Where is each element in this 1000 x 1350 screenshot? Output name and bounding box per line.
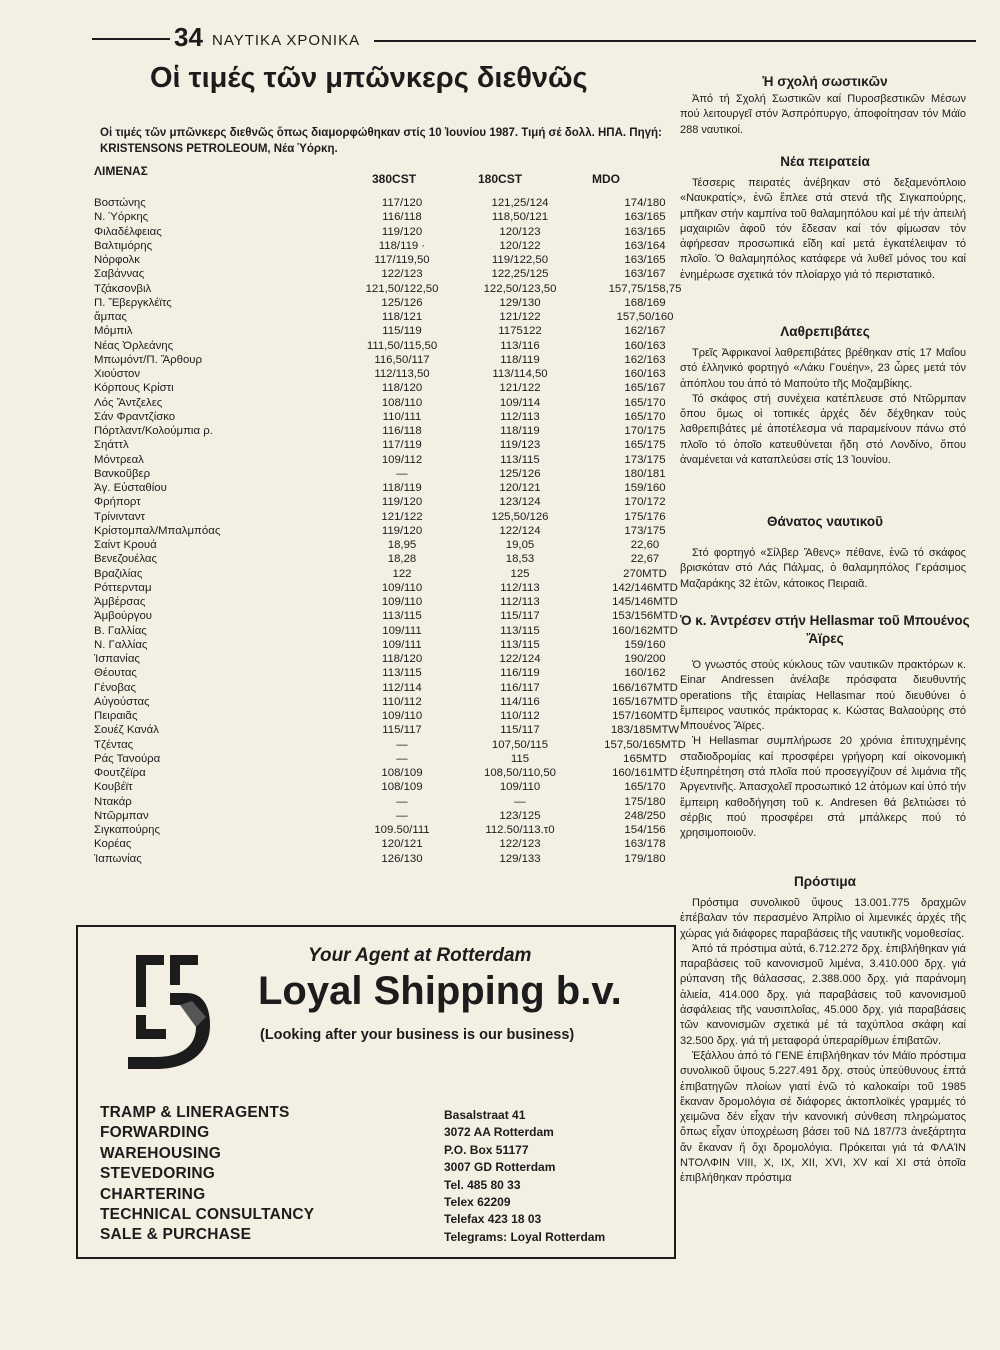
table-row [92, 239, 692, 253]
ad-service-item: STEVEDORING [100, 1165, 216, 1183]
page-number: 34 [174, 22, 203, 52]
table-row [92, 510, 692, 524]
price-180cst: 107,50/115 [491, 738, 549, 751]
price-mdo: 160/163 [624, 368, 666, 380]
port-name: Σουέζ Κανάλ [94, 724, 159, 737]
port-name: Νόρφολκ [94, 254, 140, 266]
price-180cst: 113/115 [500, 624, 540, 637]
port-name: Ἰαπωνίας [94, 852, 142, 865]
port-name: Ἀμβέρσας [94, 596, 146, 608]
price-180cst: 109/110 [499, 781, 541, 794]
price-180cst: 122,50/123,50 [483, 282, 557, 295]
port-name: Β. Γαλλίας [94, 624, 147, 637]
price-180cst: 120/123 [499, 225, 541, 238]
port-name: Κορέας [94, 838, 132, 851]
price-mdo: 154/156 [624, 824, 666, 836]
table-row [92, 652, 692, 666]
price-180cst: 125 [510, 567, 530, 580]
price-380cst: 108/109 [381, 767, 423, 779]
table-row [92, 666, 692, 680]
price-180cst: 118/119 [500, 353, 540, 366]
news-body-death [680, 546, 966, 592]
table-row [92, 595, 692, 609]
table-row [92, 253, 692, 267]
port-name: Ἱσπανίας [94, 653, 140, 665]
price-mdo: 170/172 [624, 496, 666, 509]
price-mdo: 142/146MTD [612, 581, 678, 594]
price-mdo: 162/163 [624, 353, 666, 366]
ad-address-line: Telefax 423 18 03 [444, 1212, 542, 1227]
price-180cst: 18,53 [505, 553, 535, 566]
table-row [92, 339, 692, 353]
news-paragraph: Στό φορτηγό «Σίλβερ Ἄθενς» πέθανε, ἐνῶ τό σκάφος βρισκόταν στό Λάς Πάλμας, ὁ θαλαμηπόλος Γεράσιμος Μαζαράκης 32 ἐτῶν, κάτοικος Πειραιᾶ. [680, 547, 966, 590]
price-180cst: 113/116 [500, 339, 540, 352]
price-mdo: 165/170 [624, 396, 666, 409]
table-row [92, 681, 692, 695]
price-mdo: 157/160MTD [612, 710, 678, 722]
table-row [92, 396, 692, 410]
header-rule-left [92, 38, 170, 40]
table-row [92, 638, 692, 652]
price-180cst: 115/117 [500, 724, 540, 737]
port-name: Πειραιᾶς [94, 710, 138, 722]
price-380cst: 115/119 [382, 325, 422, 338]
news-title-hellasmar: Ὁ κ. Ἀντρέσεν στήν Hellasmar τοῦ Μπουένος Ἄϊρες [680, 613, 970, 646]
price-380cst: 116,50/117 [374, 353, 430, 366]
port-name: Μόντρεαλ [94, 453, 144, 466]
price-180cst: 118,50/121 [491, 211, 549, 224]
port-name: Μόμπιλ [94, 325, 133, 338]
price-180cst: 110/112 [500, 710, 540, 722]
price-180cst: 129/133 [499, 852, 541, 865]
price-mdo: 173/175 [624, 453, 666, 466]
price-380cst: 120/121 [381, 838, 423, 851]
price-mdo: 190/200 [624, 653, 666, 665]
news-body-stowaways [680, 346, 966, 468]
news-paragraph: Ὁ γνωστός στούς κύκλους τῶν ναυτικῶν πρακτόρων κ. Einar Andressen ἀνέλαβε πρόσφατα διευθυντής operations τῆς ἑταιρίας Hellasmar πού διευθύνει ὁ ἔμπειρος ναυτικός πράκτορας κ. Κώστας Βαλαούρης στό Μπουένος Ἄϊρες. [680, 659, 966, 733]
ad-address-block [444, 1107, 664, 1246]
price-mdo: 179/180 [624, 852, 666, 865]
news-title-fines: Πρόστιμα [794, 874, 856, 889]
price-mdo: 165/167 [624, 382, 666, 395]
price-380cst: 121,50/122,50 [365, 282, 439, 295]
price-mdo: 162/167 [624, 325, 666, 338]
price-380cst: 113/115 [382, 610, 422, 623]
port-name: Σιγκαπούρης [94, 824, 160, 836]
table-row [92, 780, 692, 794]
price-380cst: 108/110 [381, 396, 423, 409]
price-mdo: 160/162 [624, 667, 666, 680]
price-mdo: 163/178 [624, 838, 666, 851]
price-180cst: 112.50/113.τ0 [485, 824, 555, 836]
table-row [92, 709, 692, 723]
price-180cst: 121/122 [499, 311, 541, 323]
port-name: Σηάττλ [94, 439, 129, 452]
price-180cst: 19,05 [505, 539, 535, 551]
price-180cst: 120/121 [499, 482, 541, 494]
price-380cst: 109/110 [381, 710, 423, 722]
table-row [92, 495, 692, 509]
ad-address-line: Tel. 485 80 33 [444, 1177, 521, 1192]
port-name: Φουτζέϊρα [94, 767, 146, 779]
table-row [92, 837, 692, 851]
ad-service-item: SALE & PURCHASE [100, 1226, 252, 1244]
price-mdo: 159/160 [624, 638, 666, 651]
table-row [92, 766, 692, 780]
ad-address-line: 3007 GD Rotterdam [444, 1160, 556, 1175]
port-name: Αὐγούστας [94, 695, 150, 708]
port-name: Τζάκσονβιλ [94, 282, 152, 295]
table-row [92, 367, 692, 381]
port-name: Βοστώνης [94, 197, 146, 209]
bunker-price-table [92, 196, 692, 866]
price-mdo: 270MTD [623, 567, 667, 580]
price-380cst: 121/122 [381, 510, 423, 523]
price-380cst: 117/119,50 [374, 254, 430, 266]
price-180cst: — [514, 795, 526, 808]
column-header-180cst: 180CST [478, 172, 523, 186]
price-180cst: 108,50/110,50 [484, 767, 556, 779]
price-mdo: 165MTD [623, 752, 667, 765]
table-row [92, 324, 692, 338]
port-name: Ν. Γαλλίας [94, 638, 148, 651]
port-name: Κουβέϊτ [94, 781, 133, 794]
price-180cst: 121/122 [499, 382, 541, 395]
port-name: Βραζιλίας [94, 567, 143, 580]
news-body-piracy [680, 176, 966, 283]
news-paragraph: Τρεῖς Ἀφρικανοί λαθρεπιβάτες βρέθηκαν στίς 17 Μαΐου στό ἑλληνικό φορτηγό «Λάκυ Γουέην», 23 ὧρες μετά τόν ἀπόπλου του ἀπό τό Μαπούτο τῆς Μοζαμβίκης. [680, 347, 966, 390]
price-380cst: 119/120 [381, 524, 423, 537]
ad-address-line: Telex 62209 [444, 1194, 511, 1209]
price-180cst: 112/113 [500, 596, 540, 608]
table-row [92, 552, 692, 566]
price-380cst: 118/119 [382, 482, 422, 494]
ad-address-line: Telegrams: Loyal Rotterdam [444, 1229, 606, 1244]
price-180cst: 119/122,50 [491, 254, 549, 266]
price-180cst: 116/117 [500, 681, 540, 694]
price-mdo: 145/146MTD [612, 596, 678, 608]
price-mdo: 163/165 [624, 254, 666, 266]
price-180cst: 122,25/125 [491, 268, 549, 281]
port-name: Σαβάννας [94, 268, 145, 281]
price-380cst: 112/113,50 [374, 368, 430, 380]
price-mdo: 175/180 [624, 795, 666, 808]
table-row [92, 609, 692, 623]
port-name: Ντακάρ [94, 795, 132, 808]
table-row [92, 310, 692, 324]
price-380cst: 118/120 [381, 653, 423, 665]
price-180cst: 114/116 [500, 695, 540, 708]
table-row [92, 210, 692, 224]
price-380cst: — [396, 809, 408, 822]
port-name: Σαίντ Κρουά [94, 539, 157, 551]
port-name: ἄμπας [94, 311, 127, 323]
price-180cst: 129/130 [499, 296, 541, 309]
port-name: Γένοβας [94, 681, 137, 694]
ad-agent-line: Your Agent at Rotterdam [308, 945, 532, 966]
table-row [92, 823, 692, 837]
price-380cst: — [396, 738, 408, 751]
table-row [92, 524, 692, 538]
price-mdo: 160/163 [624, 339, 666, 352]
price-180cst: 116/119 [500, 667, 540, 680]
price-mdo: 165/175 [624, 439, 666, 452]
price-380cst: 115/117 [382, 724, 422, 737]
port-name: Ἁγ. Εὐσταθίου [94, 482, 167, 494]
column-header-380cst: 380CST [372, 172, 417, 186]
port-name: Ν. Ὑόρκης [94, 211, 149, 224]
price-mdo: 173/175 [624, 524, 666, 537]
table-row [92, 353, 692, 367]
price-mdo: 168/169 [624, 296, 666, 309]
price-380cst: 109/110 [381, 596, 423, 608]
price-380cst: 18,28 [387, 553, 417, 566]
news-paragraph: Πρόστιμα συνολικοῦ ὕψους 13.001.775 δραχμῶν ἐπέβαλαν τόν περασμένο Ἀπρίλιο οἱ λιμενικές ἀρχές τῆς χώρας γιά διάφορες παραβάσεις τῆς ναυτικῆς νομοθεσίας. [680, 897, 966, 940]
ad-address-line: 3072 AA Rotterdam [444, 1125, 554, 1140]
price-180cst: 120/122 [499, 239, 541, 252]
price-mdo: 157,75/158,75 [608, 282, 682, 295]
price-380cst: 109/111 [382, 624, 422, 637]
table-row [92, 282, 692, 296]
price-mdo: 163/164 [624, 239, 666, 252]
price-380cst: 118/119 · [378, 239, 426, 252]
header-rule-right [374, 40, 976, 42]
price-180cst: 115/117 [500, 610, 540, 623]
port-name: Φρήπορτ [94, 496, 141, 509]
price-380cst: — [396, 752, 408, 765]
port-name: Ντῶρμπαν [94, 809, 149, 822]
price-mdo: 163/165 [624, 225, 666, 238]
price-mdo: 22,67 [630, 553, 660, 566]
ad-service-item: TRAMP & LINERAGENTS [100, 1104, 290, 1121]
price-180cst: 125/126 [499, 467, 541, 480]
ad-motto: (Looking after your business is our business) [260, 1027, 575, 1043]
table-row [92, 852, 692, 866]
loyal-shipping-ad [76, 925, 676, 1259]
price-180cst: 109/114 [499, 396, 541, 409]
price-180cst: 118/119 [500, 425, 540, 437]
port-name: Χιούστον [94, 368, 141, 380]
news-paragraph: Τέσσερις πειρατές ἀνέβηκαν στό δεξαμενόπλοιο «Ναυκρατίς», ἐνῶ ἔπλεε στά στενά τῆς Σιγκαπούρης, μπῆκαν στήν καμπίνα τοῦ θαλαμηπόλου καί μέ τήν ἀπειλή μαχαιριῶν ἀφοῦ τόν ἔδεσαν καί τόν φίμωσαν τόν ἀφήρεσαν προσωπικά εἴδη καί μετά ἐγκατέλειψαν τό πλοῖο. Ὁ θαλαμηπόλος κατάφερε νά λυθεῖ μόνος του καί ἐνημέρωσε σχετικά τόν πλοίαρχο γιά τό περιστατικό. [680, 177, 966, 281]
port-name: Ράς Τανούρα [94, 752, 161, 765]
price-380cst: 110/112 [382, 695, 422, 708]
price-180cst: 122/124 [499, 524, 541, 537]
ad-address-line: P.O. Box 51177 [444, 1142, 529, 1157]
port-name: Θέουτας [94, 667, 137, 680]
port-name: Τζέντας [94, 738, 134, 751]
price-380cst: 112/114 [382, 681, 422, 694]
news-paragraph: Ἐξάλλου ἀπό τό ΓΕΝΕ ἐπιβλήθηκαν τόν Μάϊο πρόστιμα συνολικοῦ ὕψους 5.227.491 δρχ. στούς ὑπεύθυνους ἑπτά ἐπιβατηγῶν πλοίων γιατί ἐνῶ τό καλοκαίρι τοῦ 1985 ἔκαναν δρομολόγια σέ διάφορες ἀκτοπλοϊκές γραμμές τό χειμῶνα δέν εἶχαν τήν κανονική σύνθεση πληρώματος ὅπως εἶχαν ὑποχρέωση βάσει τοῦ ΝΔ 187/73 ἀνεξάρτητα ἄν ἔκαναν ἤ ὄχι δρομολόγια. Πρόκειται γιά τά ΦΛΑΊΝ ΝΤΟΛΦΙΝ VIII, X, IX, XII, XVI, XV καί XI στά ὁποῖα ἐπιβλήθηκαν πρόστιμα [680, 1049, 966, 1185]
table-row [92, 567, 692, 581]
table-row [92, 424, 692, 438]
price-380cst: 118/120 [381, 382, 423, 395]
table-row [92, 225, 692, 239]
table-row [92, 752, 692, 766]
price-180cst: 122/124 [499, 653, 541, 665]
news-paragraph: Ἡ Hellasmar συμπλήρωσε 20 χρόνια ἐπιτυχημένης σταδιοδρομίας καί προσφέρει γρήγορη καί οἰκονομική ἐξυπηρέτηση στά πλοῖα πού προσεγγίζουν σέ λιμάνια τῆς Ἀργεντινῆς. Ἀπασχολεῖ προσωπικό 12 ἀτόμων καί ὑπό τήν ἔμπειρη καθοδήγηση τοῦ κ. Andresen θά βελτιώσει τό σέρβις πού προσφέρει στά μπάλκερς πού τό χρησιμοποιοῦν. [680, 735, 966, 840]
table-row [92, 538, 692, 552]
table-row [92, 467, 692, 481]
price-380cst: 122/123 [381, 268, 423, 281]
news-body-hellasmar [680, 658, 966, 842]
port-name: Τρίνινταντ [94, 510, 146, 523]
price-mdo: 153/156MTD [612, 610, 678, 623]
price-mdo: 22,60 [630, 539, 660, 551]
price-180cst: 112/113 [500, 581, 540, 594]
news-title-death: Θάνατος ναυτικοῦ [767, 514, 883, 529]
port-name: Βενεζουέλας [94, 553, 157, 566]
table-row [92, 381, 692, 395]
price-180cst: 113/115 [500, 453, 540, 466]
port-name: Βαλτιμόρης [94, 239, 153, 252]
price-mdo: 248/250 [624, 809, 666, 822]
price-mdo: 165/167MTD [612, 695, 678, 708]
price-380cst: 18,95 [387, 539, 417, 551]
ad-service-item: TECHNICAL CONSULTANCY [100, 1205, 315, 1223]
price-mdo: 175/176 [624, 510, 666, 523]
price-380cst: 125/126 [381, 296, 423, 309]
ad-service-item: CHARTERING [100, 1185, 206, 1203]
ad-service-item: WAREHOUSING [100, 1144, 222, 1162]
price-380cst: 110/111 [382, 410, 422, 423]
table-row [92, 723, 692, 737]
table-row [92, 410, 692, 424]
price-380cst: 117/120 [381, 197, 423, 209]
ad-service-item: FORWARDING [100, 1124, 210, 1142]
price-mdo: 174/180 [624, 197, 666, 209]
port-name: Πόρτλαντ/Κολούμπια ρ. [94, 425, 213, 437]
magazine-title: ΝΑΥΤΙΚΑ ΧΡΟΝΙΚΑ [212, 32, 361, 49]
price-180cst: 123/125 [499, 809, 541, 822]
port-name: Μπωμόντ/Π. Ἄρθουρ [94, 353, 203, 366]
loyal-shipping-logo-icon [106, 945, 216, 1085]
price-180cst: 113/115 [500, 638, 540, 651]
port-name: Νέας Ὀρλεάνης [94, 339, 174, 352]
price-mdo: 157,50/160 [616, 311, 674, 323]
price-380cst: — [396, 795, 408, 808]
table-row [92, 296, 692, 310]
bunker-article-title: Οἱ τιμές τῶν μπῶνκερς διεθνῶς [150, 62, 588, 94]
price-380cst: 117/119 [382, 439, 422, 452]
port-name: Λός Ἄντζελες [94, 396, 163, 409]
table-row [92, 267, 692, 281]
news-body-school [680, 92, 966, 138]
price-380cst: 109/110 [381, 581, 423, 594]
price-380cst: 109/112 [381, 453, 423, 466]
price-380cst: 113/115 [382, 667, 422, 680]
bunker-intro: Οἱ τιμές τῶν μπῶνκερς διεθνῶς ὅπως διαμορφώθηκαν στίς 10 Ἰουνίου 1987. Τιμή σέ δολλ. ΗΠΑ. Πηγή: KRISTENSONS PETROLEOUM, Νέα Ὑόρκη. [100, 127, 662, 155]
price-180cst: 115 [510, 752, 530, 765]
port-name: Π. Ἔβεργκλέϊτς [94, 296, 172, 309]
table-row [92, 196, 692, 210]
price-380cst: 118/121 [381, 311, 423, 323]
column-header-mdo: MDO [592, 172, 620, 186]
price-380cst: 116/118 [382, 211, 422, 224]
price-mdo: 160/161MTD [612, 767, 678, 779]
price-180cst: 125,50/126 [491, 510, 549, 523]
ad-address-line: Basalstraat 41 [444, 1108, 526, 1122]
price-380cst: 119/120 [381, 496, 423, 509]
price-180cst: 122/123 [499, 838, 541, 851]
table-row [92, 809, 692, 823]
news-title-stowaways: Λαθρεπιβάτες [780, 324, 870, 339]
price-380cst: 116/118 [382, 425, 422, 437]
table-row [92, 438, 692, 452]
price-mdo: 163/165 [624, 211, 666, 224]
price-mdo: 180/181 [624, 467, 666, 480]
news-paragraph: Ἀπό τή Σχολή Σωστικῶν καί Πυροσβεστικῶν Μέσων πού λειτουργεῖ στόν Ἀσπρόπυργο, ἀποφοίτησαν τόν Μάϊο 288 ναυτικοί. [680, 93, 966, 136]
price-180cst: 1175122 [498, 325, 542, 338]
table-row [92, 624, 692, 638]
price-mdo: 160/162MTD [612, 624, 678, 637]
news-paragraph: Ἀπό τά πρόστιμα αὐτά, 6.712.272 δρχ. ἐπιβλήθηκαν γιά παραβάσεις τοῦ κανονισμοῦ λιμένα, 3.410.000 δρχ. γιά ρύπανση τῆς θάλασσας, 2.388.000 δρχ. γιά παράνομη ἁλιεία, 414.000 δρχ. γιά παραβάσεις τοῦ κανονισμοῦ ἀσφάλειας τῆς ναυσιπλοΐας, 45.000 δρχ. γιά παραβάσεις τῶν κανονισμῶν σχετικά μέ τά ταχύπλοα σκάφη καί 32.500 δρχ. γιά τή μεταφορά ὑπεραρίθμων ἐπιβατῶν. [680, 942, 966, 1047]
price-380cst: 109/111 [382, 638, 422, 651]
port-name: Κόρπους Κρίστι [94, 382, 174, 395]
price-380cst: 109.50/111 [374, 824, 430, 836]
table-row [92, 481, 692, 495]
port-name: Βανκοῦβερ [94, 467, 151, 480]
price-180cst: 121,25/124 [491, 197, 549, 209]
port-name: Ρόττερνταμ [94, 581, 152, 594]
price-mdo: 159/160 [624, 482, 666, 494]
news-body-fines [680, 896, 966, 1187]
ad-services-list [100, 1103, 400, 1246]
table-row [92, 695, 692, 709]
news-title-piracy: Νέα πειρατεία [780, 154, 870, 169]
price-mdo: 166/167MTD [612, 681, 678, 694]
price-180cst: 123/124 [499, 496, 541, 509]
column-header-port: ΛΙΜΕΝΑΣ [94, 164, 148, 178]
port-name: Φιλαδέλφειας [94, 225, 162, 238]
price-mdo: 170/175 [624, 425, 666, 437]
price-380cst: — [396, 467, 408, 480]
table-row [92, 581, 692, 595]
price-380cst: 108/109 [381, 781, 423, 794]
price-380cst: 122 [392, 567, 412, 580]
price-180cst: 113/114,50 [492, 368, 548, 380]
price-mdo: 165/170 [624, 781, 666, 794]
price-380cst: 111,50/115,50 [366, 339, 438, 352]
table-row [92, 453, 692, 467]
price-mdo: 157,50/165MTD [604, 738, 686, 751]
news-title-school: Ἡ σχολή σωστικῶν [762, 74, 888, 89]
price-180cst: 112/113 [500, 410, 540, 423]
port-name: Ἀμβούργου [94, 610, 153, 623]
news-paragraph: Τό σκάφος στή συνέχεια κατέπλευσε στό Ντῶρμπαν ὅπου ὅμως οἱ τοπικές ἀρχές δέν δέχθηκαν τούς λαθρεπιβάτες μέ ἀποτέλεσμα νά παραμείνουν πάνω στό πλοῖο τό ὁποῖο κατευθύνεται ἤδη στό Λονδίνο, ὅπου ἀναμένεται νά καταπλεύσει στίς 13 Ἰουνίου. [680, 392, 966, 467]
table-row [92, 738, 692, 752]
table-row [92, 795, 692, 809]
port-name: Κρίστομπαλ/Μπαλμπόας [94, 524, 221, 537]
price-mdo: 183/185MTW [610, 724, 680, 737]
ad-company-name: Loyal Shipping b.v. [258, 969, 622, 1013]
port-name: Σάν Φραντζίσκο [94, 410, 176, 423]
price-380cst: 126/130 [381, 852, 423, 865]
price-mdo: 163/167 [624, 268, 666, 281]
price-180cst: 119/123 [499, 439, 541, 452]
price-mdo: 165/170 [624, 410, 666, 423]
price-380cst: 119/120 [381, 225, 423, 238]
